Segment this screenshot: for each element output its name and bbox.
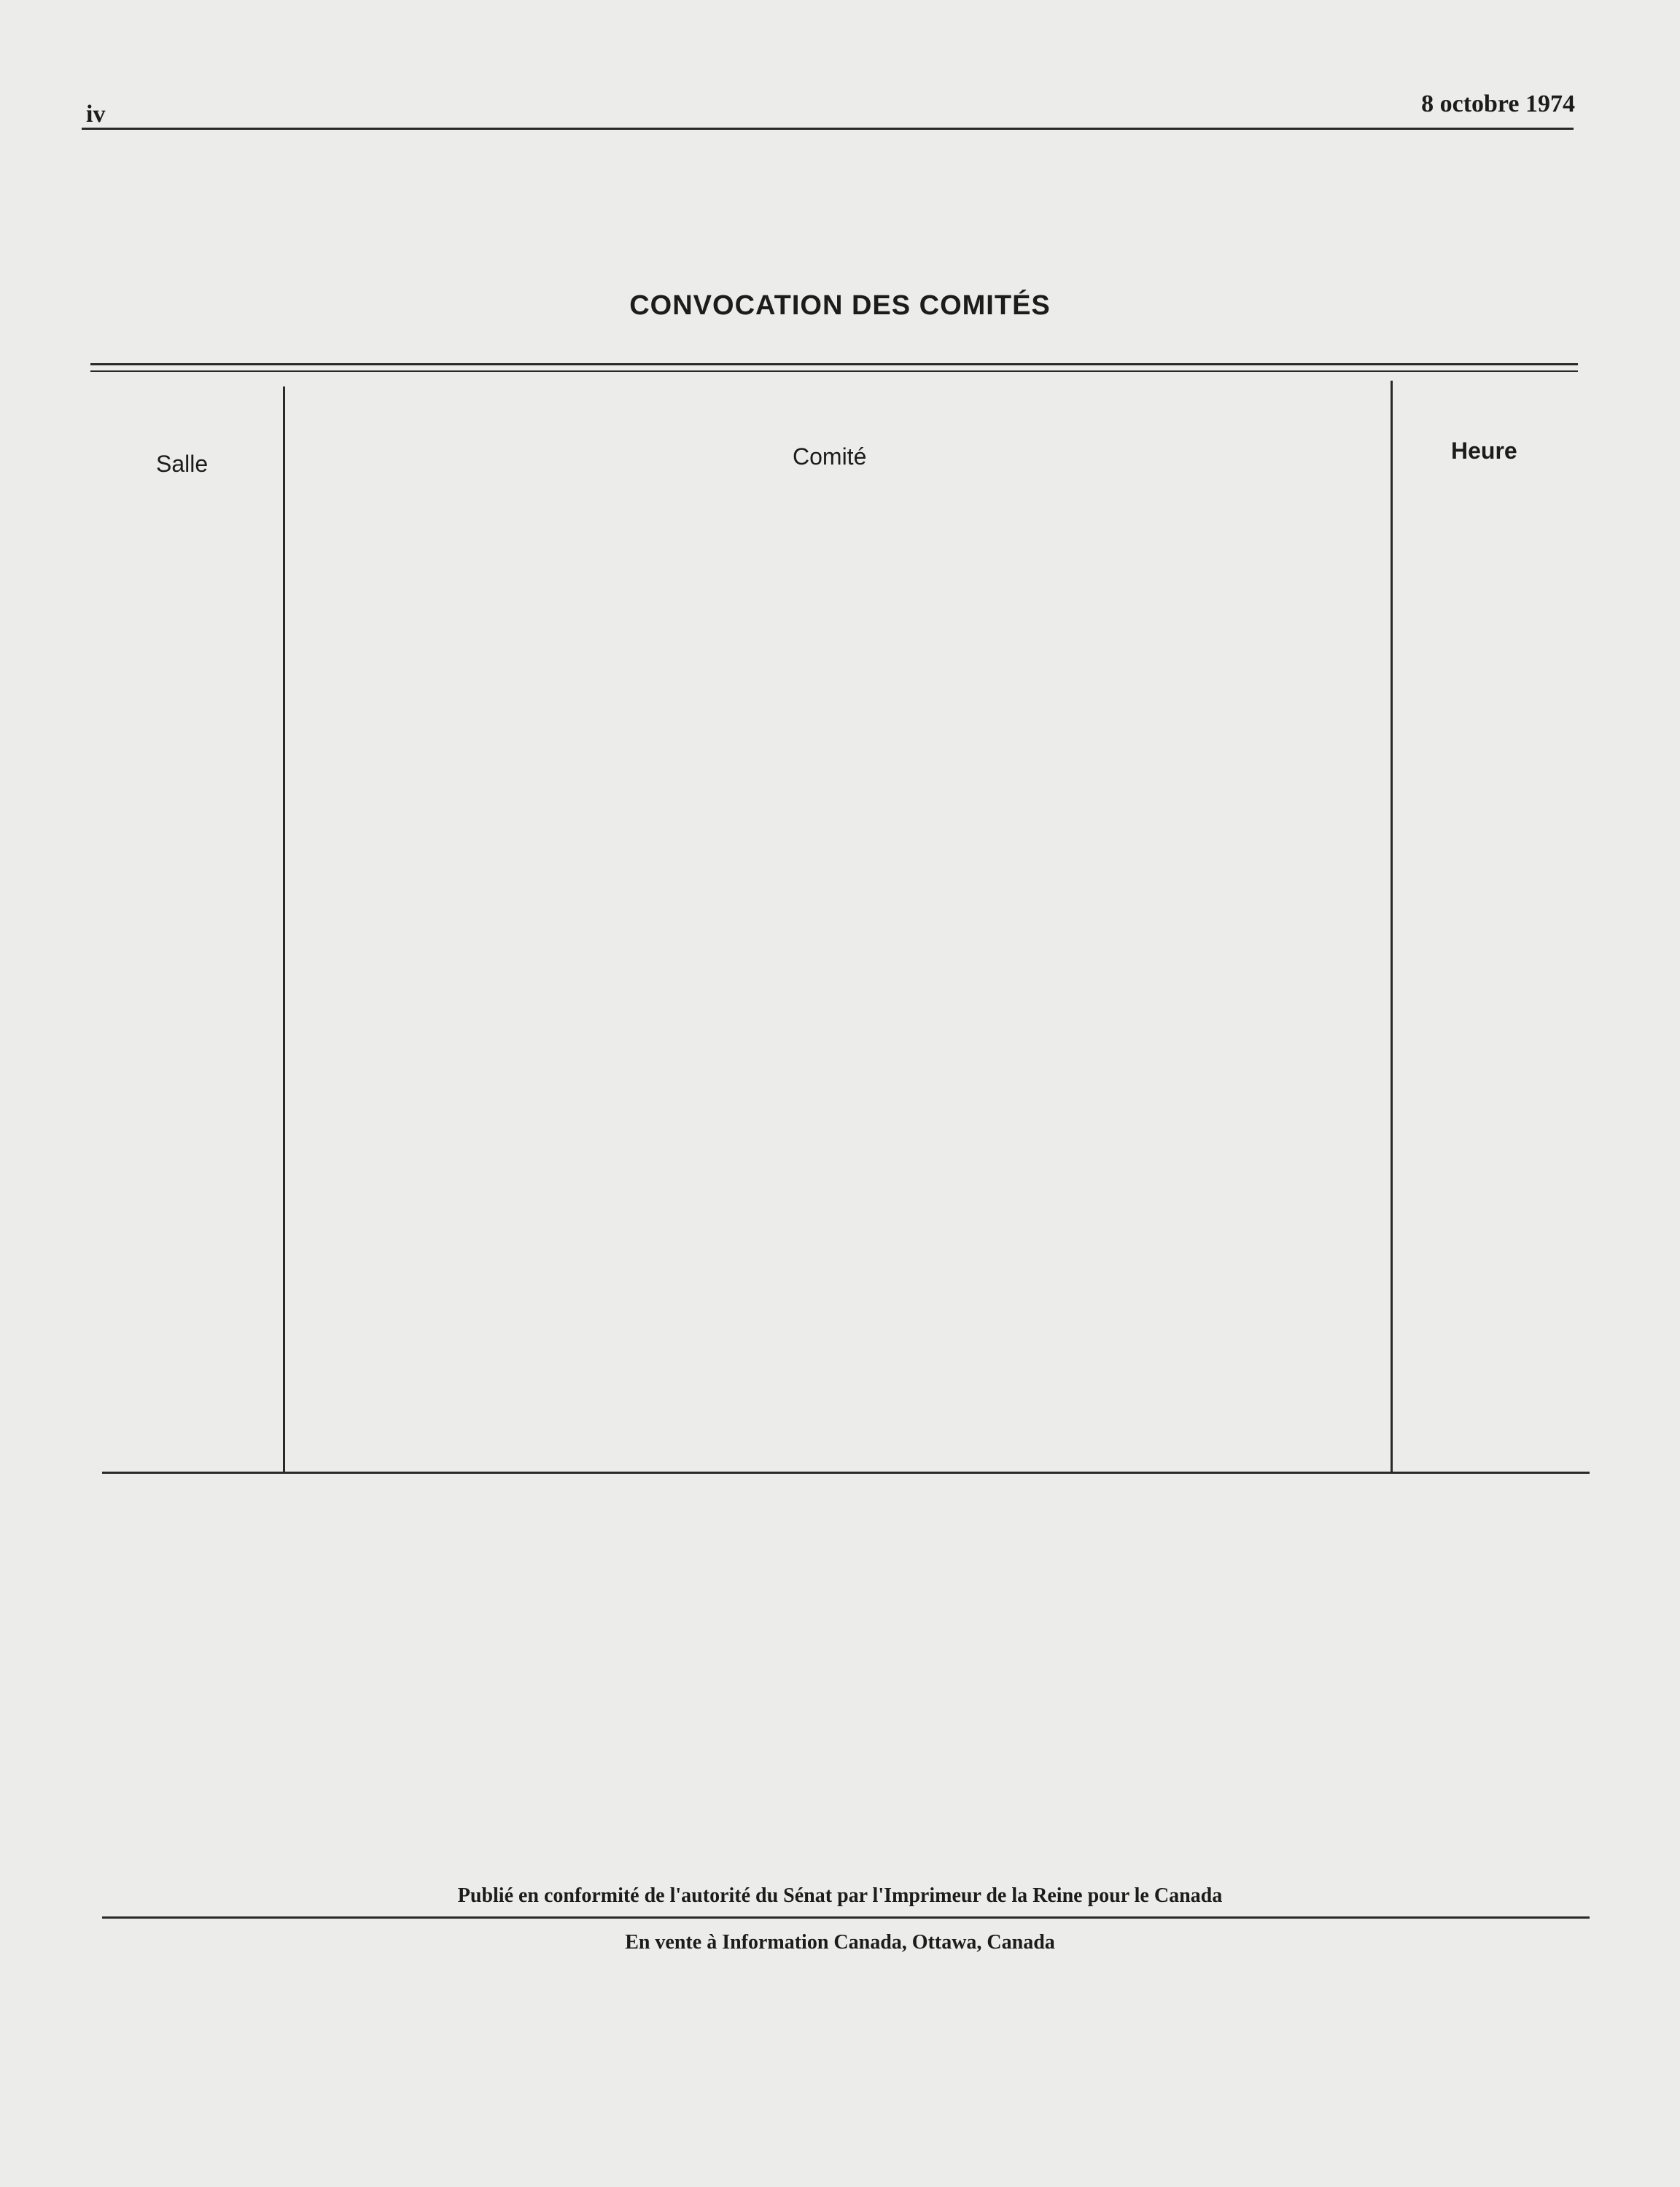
title-rule-top — [90, 363, 1578, 365]
footer-rule — [102, 1916, 1590, 1919]
table-divider-right — [1391, 381, 1393, 1473]
page-date: 8 octobre 1974 — [1421, 90, 1575, 117]
table-bottom-rule — [102, 1472, 1590, 1474]
publication-notice: Publié en conformité de l'autorité du Sénat par l'Imprimeur de la Reine pour le Canada — [457, 1884, 1223, 1907]
column-header-comite: Comité — [793, 443, 867, 470]
page-number: iv — [86, 101, 106, 128]
header-rule — [82, 128, 1574, 130]
column-header-salle: Salle — [156, 451, 209, 477]
table-divider-left — [283, 386, 285, 1473]
document-title: CONVOCATION DES COMITÉS — [629, 290, 1051, 321]
title-rule-bottom — [90, 370, 1578, 372]
sales-notice: En vente à Information Canada, Ottawa, Canada — [625, 1931, 1055, 1954]
column-header-heure: Heure — [1451, 438, 1517, 464]
